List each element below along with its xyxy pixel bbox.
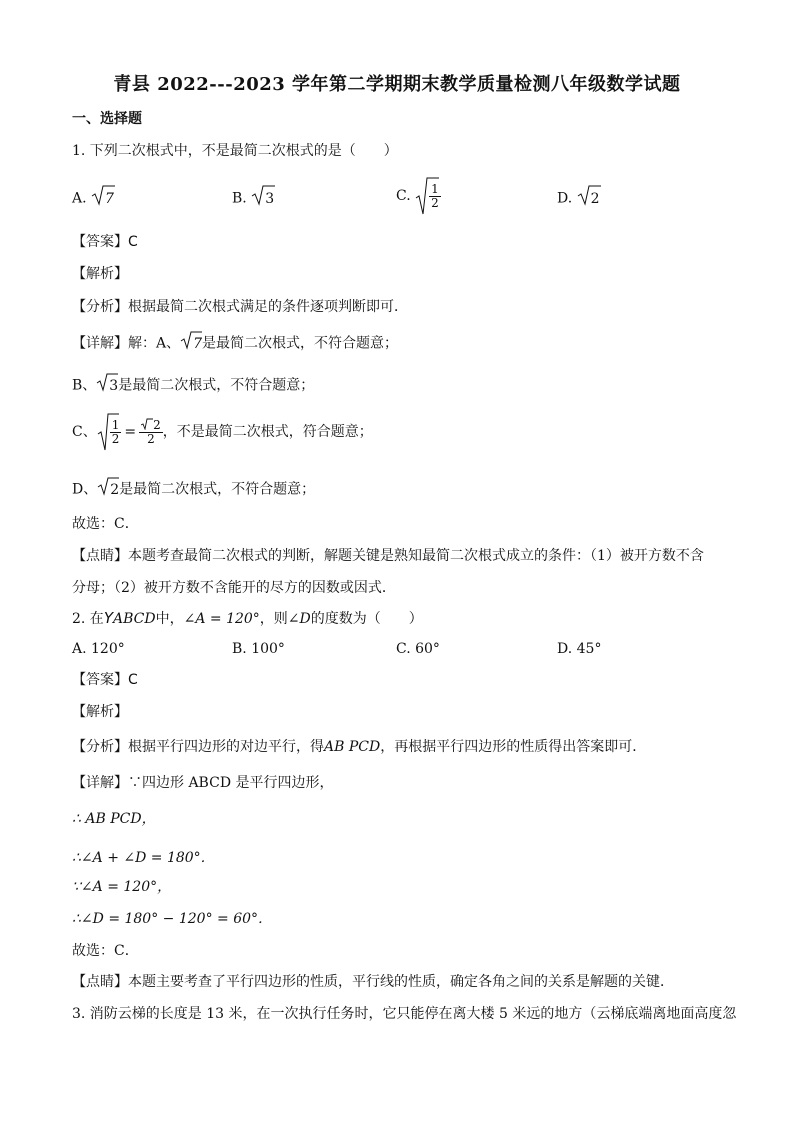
fenxi-tag: 【分析】 xyxy=(72,299,128,315)
xiangjie-tag: 【详解】 xyxy=(72,775,128,791)
xj-text: ，不是最简二次根式，符合题意； xyxy=(162,424,373,440)
q1-option-b xyxy=(232,184,274,213)
answer-value: C xyxy=(128,672,138,688)
dianjing-text: 本题主要考查了平行四边形的性质，平行线的性质，确定各角之间的关系是解题的关键． xyxy=(128,974,674,990)
page-title: 青县 2022---2023 学年第二学期期末教学质量检测八年级数学试题 xyxy=(113,74,681,95)
radicand: 7 xyxy=(193,335,203,352)
q1-option-c xyxy=(396,176,441,216)
q2-xiangjie-4: ∵∠A = 120°， xyxy=(72,879,172,895)
dianjing-tag: 【点睛】 xyxy=(72,548,128,564)
q1-xiangjie-c xyxy=(72,412,373,452)
answer-value: C xyxy=(128,234,138,250)
parallel-expression: AB PCD xyxy=(324,739,381,755)
q2-option-d: D. 45° xyxy=(557,641,602,657)
radicand: 3 xyxy=(265,190,275,207)
xj-prefix: 解：A、 xyxy=(128,335,181,352)
q1-answer xyxy=(72,231,138,253)
q1-fenxi xyxy=(72,296,408,318)
q1-xiangjie-d xyxy=(72,476,315,503)
parallelogram-icon: Y xyxy=(103,609,113,627)
q2-dianjing xyxy=(72,971,674,993)
fenxi-text: ，再根据平行四边形的性质得出答案即可． xyxy=(380,739,647,755)
denominator: 2 xyxy=(431,195,439,210)
option-label: A. xyxy=(72,190,87,207)
answer-tag: 【答案】 xyxy=(72,234,128,250)
q1-option-d xyxy=(557,184,600,213)
dianjing-text: 本题考查最简二次根式的判断，解题关键是熟知最简二次根式成立的条件：（1）被开方数不含 xyxy=(128,548,704,564)
sqrt-icon xyxy=(415,176,439,216)
xj-prefix: D、 xyxy=(72,481,98,498)
q2-option-c: C. 60° xyxy=(396,641,440,657)
given-angle: ∠A = 120° xyxy=(183,611,260,627)
question-2-stem xyxy=(72,607,423,630)
q2-xiangjie-3: ∴∠A + ∠D = 180°． xyxy=(72,850,215,866)
xj-text: 是最简二次根式，不符合题意； xyxy=(118,377,315,394)
q1-guxuan: 故选：C． xyxy=(72,516,139,532)
q2-fenxi xyxy=(72,736,646,758)
dianjing-tag: 【点睛】 xyxy=(72,974,128,990)
q2-answer xyxy=(72,669,138,691)
numerator: 1 xyxy=(111,417,120,432)
shape-name: ABCD xyxy=(112,611,156,627)
xj-prefix: B、 xyxy=(72,377,97,394)
radicand: 2 xyxy=(153,418,161,432)
q1-dianjing-2: 分母；（2）被开方数不含能开的尽方的因数或因式． xyxy=(72,580,396,596)
radicand: 2 xyxy=(590,190,600,207)
equals-sign: = xyxy=(124,424,137,440)
xj-prefix: C、 xyxy=(72,424,97,440)
sqrt-icon xyxy=(141,418,153,430)
fenxi-text: 根据平行四边形的对边平行，得 xyxy=(128,739,324,755)
stem-text: 中， xyxy=(155,611,184,627)
q1-xiangjie-b xyxy=(72,372,314,399)
numerator: 1 xyxy=(431,181,439,196)
stem-text: 的度数为（ ） xyxy=(310,611,423,627)
xj-text: 是最简二次根式，不符合题意； xyxy=(202,335,399,352)
question-3-stem: 3. 消防云梯的长度是 13 米，在一次执行任务时，它只能停在离大楼 5 米远的地方（云梯底端离地面高度忽 xyxy=(72,1006,737,1022)
q2-xiangjie-2: ∴ AB PCD， xyxy=(72,811,156,827)
xiangjie-tag: 【详解】 xyxy=(72,335,128,352)
denominator: 2 xyxy=(111,431,120,446)
q2-guxuan: 故选：C． xyxy=(72,943,139,959)
radicand: 3 xyxy=(109,377,119,394)
radicand: 2 xyxy=(110,481,120,498)
answer-tag: 【答案】 xyxy=(72,672,128,688)
option-label: D. xyxy=(557,190,573,207)
section-heading: 一、选择题 xyxy=(72,111,142,127)
target-angle: ∠D xyxy=(287,611,311,627)
fraction xyxy=(110,419,122,446)
fenxi-text: 根据最简二次根式满足的条件逐项判断即可． xyxy=(128,299,408,315)
radicand: 7 xyxy=(105,190,114,207)
q2-xiangjie-5: ∴∠D = 180° − 120° = 60°． xyxy=(72,911,273,927)
xj-text: 是最简二次根式，不符合题意； xyxy=(119,481,316,498)
xj-text: ∵四边形 ABCD 是平行四边形， xyxy=(128,775,334,791)
denominator: 2 xyxy=(147,432,155,446)
option-label: B. xyxy=(232,190,247,207)
q2-option-a: A. 120° xyxy=(72,641,125,657)
q1-xiangjie-a xyxy=(72,330,398,357)
fraction xyxy=(139,418,163,446)
q2-jiexi: 【解析】 xyxy=(72,704,128,720)
question-1-stem: 1. 下列二次根式中，不是最简二次根式的是（ ） xyxy=(72,143,398,159)
fenxi-tag: 【分析】 xyxy=(72,739,128,755)
q1-option-a xyxy=(72,184,114,213)
stem-text: ，则 xyxy=(259,611,288,627)
q1-jiexi: 【解析】 xyxy=(72,266,128,282)
q2-xiangjie-1 xyxy=(72,772,334,794)
numerator xyxy=(139,418,163,433)
q2-option-b: B. 100° xyxy=(232,641,285,657)
option-label: C. xyxy=(396,188,411,204)
stem-prefix: 2. 在 xyxy=(72,611,104,627)
q1-dianjing-1 xyxy=(72,545,704,567)
